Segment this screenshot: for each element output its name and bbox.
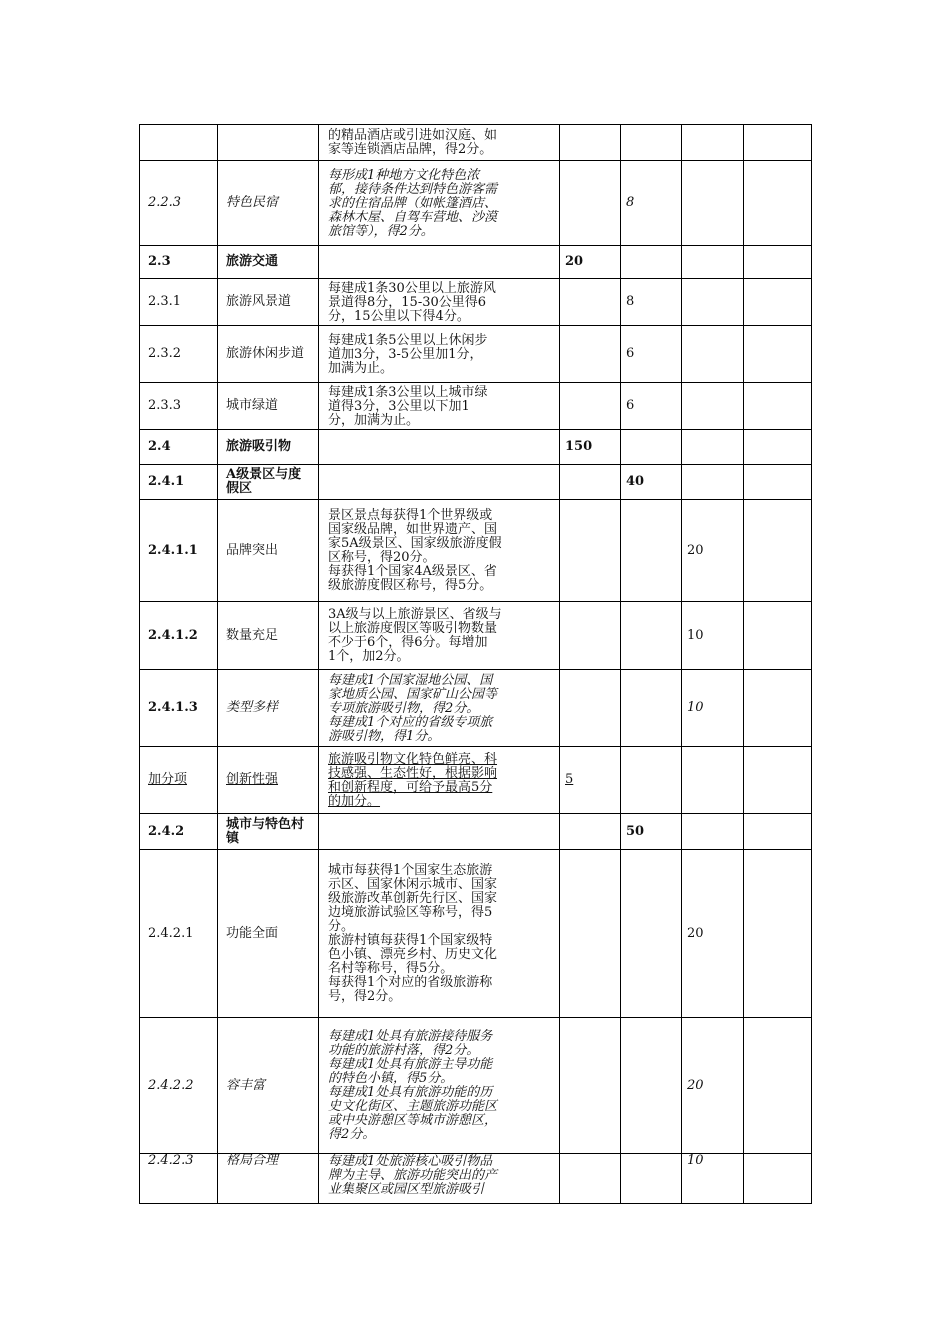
score-col-4 xyxy=(744,814,812,850)
row-name: 特色民宿 xyxy=(218,161,319,246)
row-code xyxy=(140,125,218,161)
row-code: 2.3.1 xyxy=(140,279,218,326)
table-row xyxy=(140,383,812,430)
description-line: 的加分。 xyxy=(328,793,381,809)
description-line: 每获得1个国家4A级景区、省 xyxy=(328,564,497,579)
score-col-2: 40 xyxy=(621,465,682,500)
description-line: 牌为主导、旅游功能突出的产 xyxy=(328,1168,498,1183)
description-line: 每建成1处具有旅游接待服务 xyxy=(328,1029,493,1044)
row-name xyxy=(218,125,319,161)
score-col-1 xyxy=(560,500,621,602)
score-col-2 xyxy=(621,747,682,814)
description-line: 3A级与以上旅游景区、省级与 xyxy=(328,607,502,622)
table-row xyxy=(140,161,812,246)
table-row xyxy=(140,670,812,747)
row-description xyxy=(319,1018,560,1154)
score-col-3 xyxy=(682,326,744,383)
scoring-table xyxy=(139,124,812,1204)
table-row xyxy=(140,1154,812,1204)
description-line: 旅馆等），得2分。 xyxy=(328,223,434,239)
row-description xyxy=(319,279,560,326)
row-name: 城市绿道 xyxy=(218,383,319,430)
score-col-4 xyxy=(744,1018,812,1154)
table-row xyxy=(140,1018,812,1154)
table-row xyxy=(140,814,812,850)
score-col-1 xyxy=(560,161,621,246)
description-line: 每建成1处具有旅游功能的历 xyxy=(328,1085,493,1100)
score-col-4 xyxy=(744,850,812,1018)
row-description xyxy=(319,161,560,246)
score-col-2 xyxy=(621,1154,682,1204)
row-name: 旅游休闲步道 xyxy=(218,326,319,383)
score-col-1 xyxy=(560,850,621,1018)
score-col-2: 8 xyxy=(621,161,682,246)
score-col-1 xyxy=(560,670,621,747)
row-name: 品牌突出 xyxy=(218,500,319,602)
description-line: 森林木屋、自驾车营地、沙漠 xyxy=(328,209,498,225)
description-line: 级旅游改革创新先行区、国家 xyxy=(328,891,498,906)
score-col-2 xyxy=(621,246,682,279)
description-line: 专项旅游吸引物，得2分。 xyxy=(328,700,480,716)
score-col-2: 8 xyxy=(621,279,682,326)
description-line: 以上旅游度假区等吸引物数量 xyxy=(328,621,498,636)
score-col-2 xyxy=(621,125,682,161)
table-row xyxy=(140,850,812,1018)
description-line: 级旅游度假区称号，得5分。 xyxy=(328,578,493,593)
row-description xyxy=(319,602,560,670)
row-name: 创新性强 xyxy=(218,747,319,814)
row-code: 2.4 xyxy=(140,430,218,465)
description-line: 城市每获得1个国家生态旅游 xyxy=(328,863,493,878)
description-line: 分，加满为止。 xyxy=(328,412,420,428)
score-col-1 xyxy=(560,1154,621,1204)
score-col-2 xyxy=(621,430,682,465)
description-line: 分，15公里以下得4分。 xyxy=(328,308,470,324)
score-col-3 xyxy=(682,465,744,500)
row-name: 旅游风景道 xyxy=(218,279,319,326)
score-col-3 xyxy=(682,383,744,430)
score-col-2 xyxy=(621,670,682,747)
score-col-3: 10 xyxy=(682,602,744,670)
row-code: 2.4.2 xyxy=(140,814,218,850)
row-description xyxy=(319,814,560,850)
description-line: 国家级品牌，如世界遗产、国 xyxy=(328,522,498,537)
score-col-3 xyxy=(682,279,744,326)
row-code: 2.3.3 xyxy=(140,383,218,430)
row-code: 2.3 xyxy=(140,246,218,279)
score-col-2 xyxy=(621,1018,682,1154)
row-code: 2.4.2.1 xyxy=(140,850,218,1018)
table-row xyxy=(140,602,812,670)
description-line: 家地质公园、国家矿山公园等 xyxy=(328,686,498,702)
description-line: 的特色小镇，得5分。 xyxy=(328,1071,454,1086)
score-col-1 xyxy=(560,326,621,383)
description-line: 每获得1个对应的省级旅游称 xyxy=(328,975,493,990)
description-line: 技感强、生态性好，根据影响 xyxy=(328,765,498,781)
description-line: 或中央游憩区等城市游憩区， xyxy=(328,1113,498,1128)
score-col-3 xyxy=(682,747,744,814)
row-description xyxy=(319,125,560,161)
score-col-2: 6 xyxy=(621,383,682,430)
row-code: 2.4.2.2 xyxy=(140,1018,218,1154)
score-col-1 xyxy=(560,602,621,670)
table-row xyxy=(140,500,812,602)
row-name: 城市与特色村镇 xyxy=(218,814,319,850)
table-row xyxy=(140,465,812,500)
description-line: 道得3分，3公里以下加1 xyxy=(328,398,470,414)
score-col-1 xyxy=(560,465,621,500)
table-row xyxy=(140,326,812,383)
row-code: 2.4.1.3 xyxy=(140,670,218,747)
score-col-4 xyxy=(744,125,812,161)
row-code: 加分项 xyxy=(140,747,218,814)
description-line: 每建成1个国家湿地公园、国 xyxy=(328,672,493,688)
row-description xyxy=(319,430,560,465)
description-line: 每建成1处旅游核心吸引物品 xyxy=(328,1154,493,1169)
row-description xyxy=(319,747,560,814)
description-line: 每建成1条3公里以上城市绿 xyxy=(328,384,488,400)
description-line: 旅游村镇每获得1个国家级特 xyxy=(328,933,493,948)
score-col-4 xyxy=(744,279,812,326)
score-col-1: 150 xyxy=(560,430,621,465)
description-line: 每形成1种地方文化特色浓 xyxy=(328,167,480,183)
table-row xyxy=(140,747,812,814)
score-col-4 xyxy=(744,161,812,246)
row-code: 2.3.2 xyxy=(140,326,218,383)
row-description xyxy=(319,326,560,383)
score-col-1 xyxy=(560,814,621,850)
description-line: 每建成1条5公里以上休闲步 xyxy=(328,332,488,348)
description-line: 每建成1个对应的省级专项旅 xyxy=(328,714,493,730)
score-col-2: 50 xyxy=(621,814,682,850)
row-code: 2.4.1.1 xyxy=(140,500,218,602)
row-description xyxy=(319,465,560,500)
description-line: 郁，接待条件达到特色游客需 xyxy=(328,181,498,197)
score-col-3: 20 xyxy=(682,500,744,602)
row-code: 2.4.2.3 xyxy=(140,1154,218,1204)
score-col-4 xyxy=(744,326,812,383)
score-col-4 xyxy=(744,500,812,602)
table-row xyxy=(140,430,812,465)
row-description xyxy=(319,500,560,602)
description-line: 名村等称号，得5分。 xyxy=(328,961,454,976)
row-code: 2.2.3 xyxy=(140,161,218,246)
score-col-4 xyxy=(744,383,812,430)
row-name: 旅游交通 xyxy=(218,246,319,279)
score-col-3: 10 xyxy=(682,1154,744,1204)
description-line: 色小镇、漂亮乡村、历史文化 xyxy=(328,947,498,962)
description-line: 1个，加2分。 xyxy=(328,649,410,664)
score-col-4 xyxy=(744,747,812,814)
description-line: 边境旅游试验区等称号，得5 xyxy=(328,905,493,920)
score-col-4 xyxy=(744,430,812,465)
description-line: 业集聚区或园区型旅游吸引 xyxy=(328,1182,485,1197)
score-col-4 xyxy=(744,1154,812,1204)
row-name: 数量充足 xyxy=(218,602,319,670)
description-line: 得2分。 xyxy=(328,1127,376,1142)
score-col-3: 20 xyxy=(682,1018,744,1154)
description-line: 区称号，得20分。 xyxy=(328,550,436,565)
score-col-4 xyxy=(744,602,812,670)
description-line: 示区、国家休闲示城市、国家 xyxy=(328,877,498,892)
score-col-1 xyxy=(560,1018,621,1154)
description-line: 家等连锁酒店品牌，得2分。 xyxy=(328,142,493,157)
description-line: 加满为止。 xyxy=(328,360,394,376)
score-col-3 xyxy=(682,161,744,246)
score-col-3 xyxy=(682,430,744,465)
description-line: 功能的旅游村落，得2分。 xyxy=(328,1043,480,1058)
score-col-2 xyxy=(621,850,682,1018)
table-row xyxy=(140,279,812,326)
score-col-2 xyxy=(621,602,682,670)
row-name: 旅游吸引物 xyxy=(218,430,319,465)
row-code: 2.4.1.2 xyxy=(140,602,218,670)
score-col-4 xyxy=(744,465,812,500)
row-description xyxy=(319,246,560,279)
description-line: 求的住宿品牌（如帐篷酒店、 xyxy=(328,195,498,211)
score-col-3 xyxy=(682,125,744,161)
description-line: 景道得8分，15-30公里得6 xyxy=(328,294,487,310)
table-row xyxy=(140,125,812,161)
row-name: 功能全面 xyxy=(218,850,319,1018)
score-col-2 xyxy=(621,500,682,602)
score-col-1: 20 xyxy=(560,246,621,279)
row-name: 类型多样 xyxy=(218,670,319,747)
description-line: 景区景点每获得1个世界级或 xyxy=(328,508,493,523)
description-line: 旅游吸引物文化特色鲜亮、科 xyxy=(328,751,498,767)
score-col-3 xyxy=(682,246,744,279)
score-col-3: 10 xyxy=(682,670,744,747)
score-col-3 xyxy=(682,814,744,850)
description-line: 每建成1条30公里以上旅游风 xyxy=(328,280,496,296)
description-line: 的精品酒店或引进如汉庭、如 xyxy=(328,128,498,143)
description-line: 不少于6个，得6分。每增加 xyxy=(328,635,488,650)
score-col-2: 6 xyxy=(621,326,682,383)
table-row xyxy=(140,246,812,279)
description-line: 号，得2分。 xyxy=(328,989,402,1004)
score-col-1 xyxy=(560,279,621,326)
score-col-4 xyxy=(744,670,812,747)
description-line: 道加3分，3-5公里加1分， xyxy=(328,346,483,362)
score-col-4 xyxy=(744,246,812,279)
row-description xyxy=(319,1154,560,1204)
row-description xyxy=(319,850,560,1018)
score-col-1: 5 xyxy=(560,747,621,814)
score-col-1 xyxy=(560,125,621,161)
description-line: 家5A级景区、国家级旅游度假 xyxy=(328,536,502,551)
row-name: 容丰富 xyxy=(218,1018,319,1154)
description-line: 和创新程度，可给予最高5分 xyxy=(328,779,493,795)
row-name: A级景区与度假区 xyxy=(218,465,319,500)
row-description xyxy=(319,383,560,430)
score-col-1 xyxy=(560,383,621,430)
row-code: 2.4.1 xyxy=(140,465,218,500)
description-line: 每建成1处具有旅游主导功能 xyxy=(328,1057,493,1072)
description-line: 分。 xyxy=(328,919,355,934)
description-line: 史文化街区、主题旅游功能区 xyxy=(328,1099,498,1114)
row-name: 格局合理 xyxy=(218,1154,319,1204)
description-line: 游吸引物，得1分。 xyxy=(328,728,441,744)
score-col-3: 20 xyxy=(682,850,744,1018)
row-description xyxy=(319,670,560,747)
